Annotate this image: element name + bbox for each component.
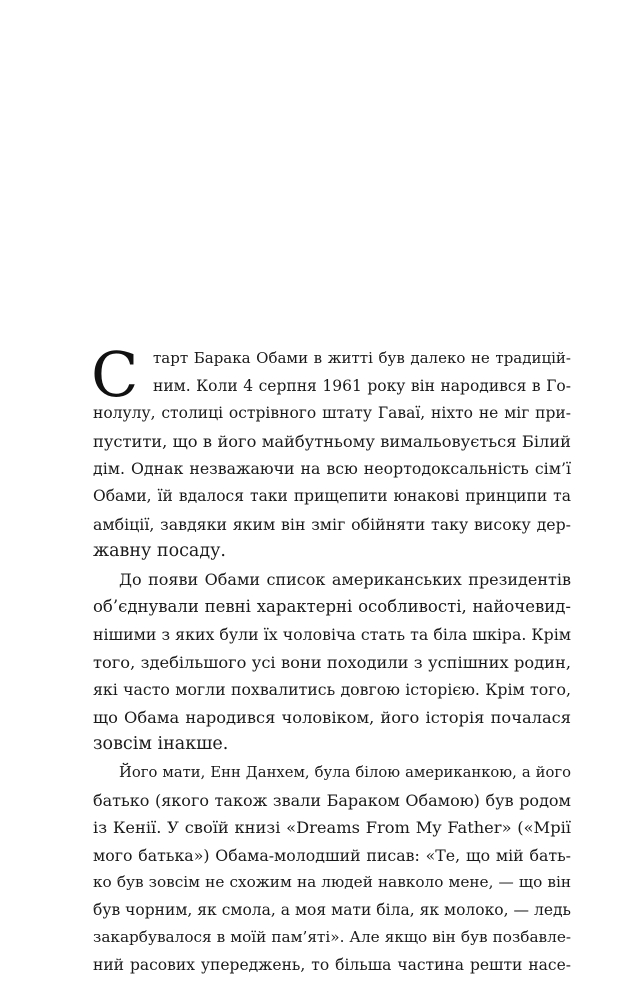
text-line: До появи Обами список американських президентів: [119, 569, 571, 589]
body-text: [91, 338, 571, 980]
text-line: того, здебільшого усі вони походили з успішних родин,: [93, 652, 571, 672]
text-line: пустити, що в його майбутньому вимальовується Білий: [93, 431, 571, 451]
text-line: мого батька») Обама-молодший писав: «Те, що мій бать-: [93, 845, 571, 865]
text-line: закарбувалося в моїй пам’яті». Але якщо він був позбавле-: [93, 928, 571, 947]
text-line: ко був зовсім не схожим на людей навколо мене, — що він: [93, 873, 571, 892]
text-line: амбіції, завдяки яким він зміг обійняти таку високу дер-: [93, 514, 571, 534]
text-line: із Кенії. У своїй книзі «Dreams From My Father» («Мрії: [93, 818, 571, 838]
text-line: ним. Коли 4 серпня 1961 року він народився в Го-: [153, 376, 571, 395]
text-line: ний расових упереджень, то більша частина решти насе-: [93, 956, 571, 975]
text-line: жавну посаду.: [93, 541, 226, 562]
text-line: тарт Барака Обами в житті був далеко не традицій-: [153, 349, 571, 367]
drop-cap: С: [91, 338, 139, 411]
text-line: нішими з яких були їх чоловіча стать та біла шкіра. Крім: [93, 624, 571, 644]
text-line: батько (якого також звали Бараком Обамою) був родом: [93, 790, 571, 810]
text-line: зовсім інакше.: [93, 734, 229, 755]
text-line: був чорним, як смола, а моя мати біла, як молоко, — ледь: [93, 900, 571, 919]
text-line: які часто могли похвалитись довгою історією. Крім того,: [93, 680, 571, 700]
text-line: нолулу, столиці острівного штату Гаваї, ніхто не міг при-: [93, 404, 571, 423]
text-line: Обами, їй вдалося таки прищепити юнакові принципи та: [93, 486, 571, 505]
text-line: дім. Однак незважаючи на всю неортодоксальність сім’ї: [93, 459, 571, 479]
text-line: об’єднували певні характерні особливості, найочевид-: [93, 597, 571, 617]
text-line: Його мати, Енн Данхем, була білою американкою, а його: [119, 763, 571, 781]
text-line: що Обама народився чоловіком, його історія почалася: [93, 707, 571, 727]
